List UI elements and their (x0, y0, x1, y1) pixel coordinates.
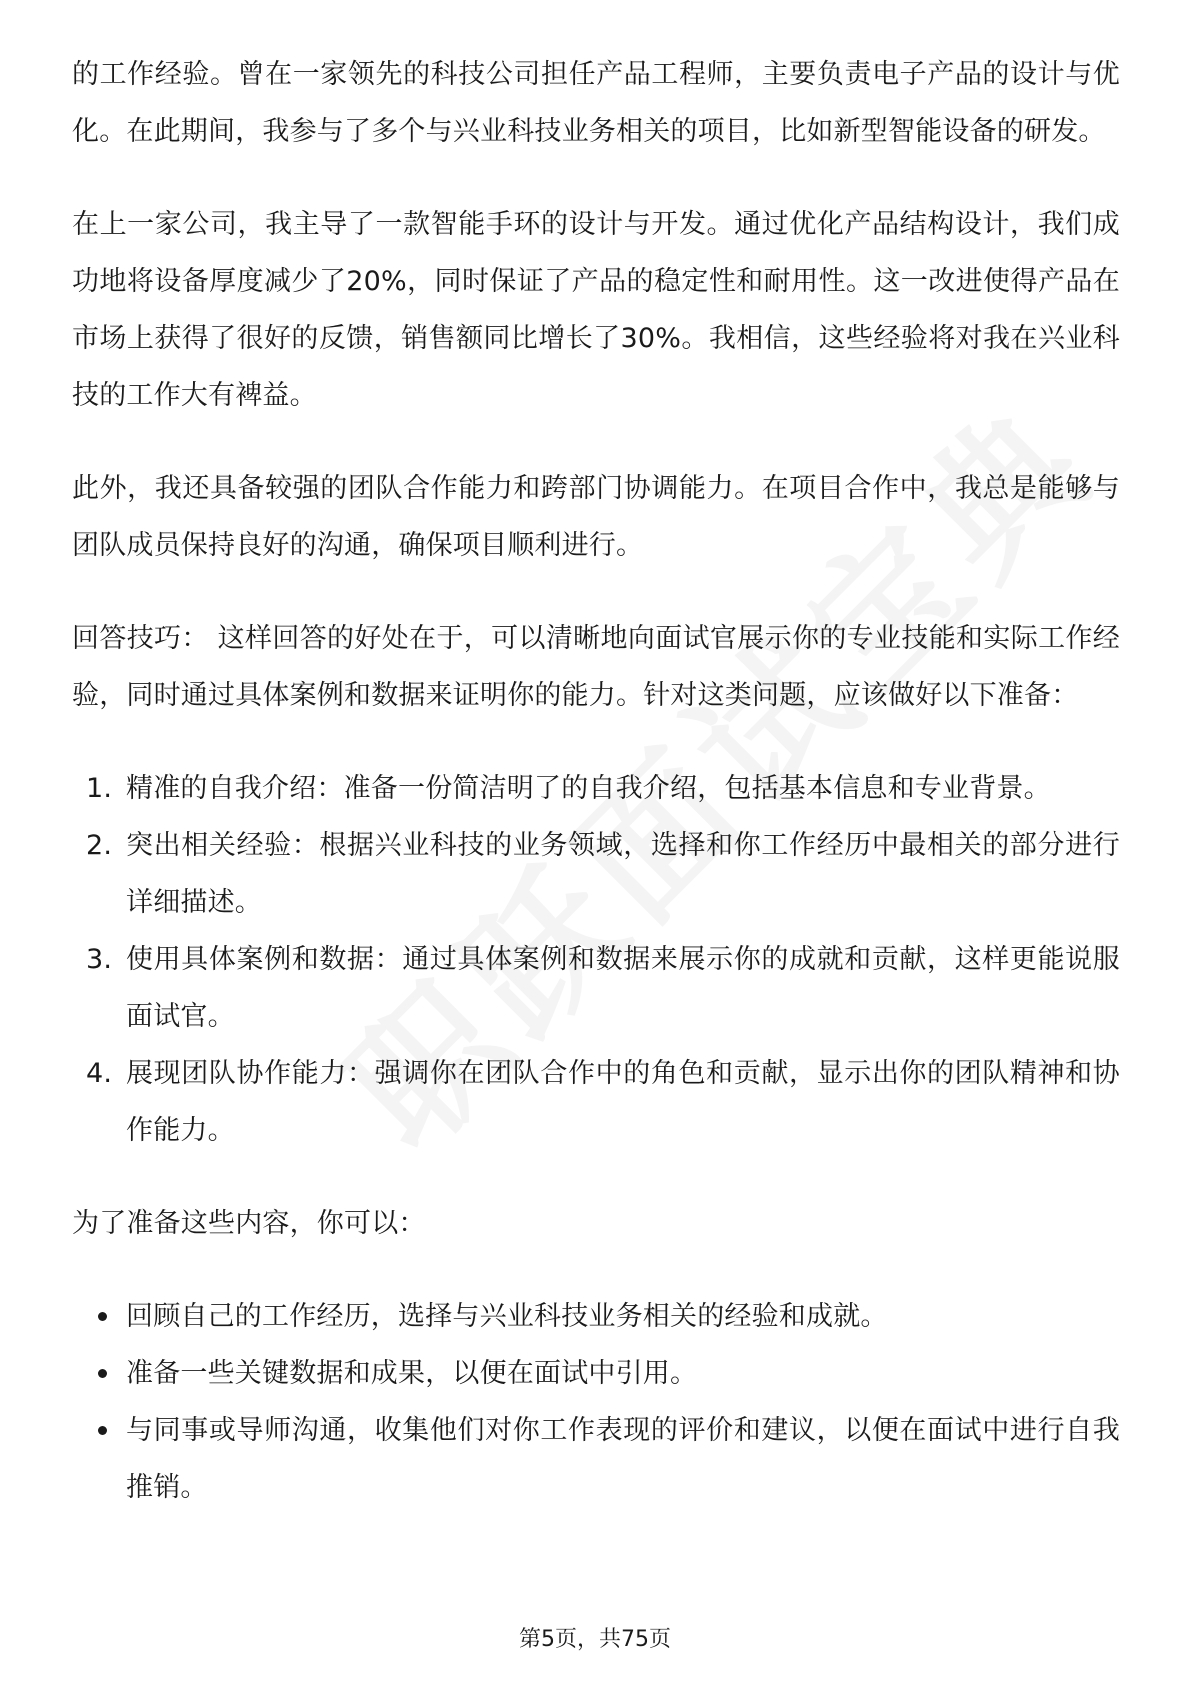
list-item (72, 760, 1120, 817)
bullet-icon (98, 1426, 107, 1435)
list-item-text: 回顾自己的工作经历，选择与兴业科技业务相关的经验和成就。 (126, 1301, 888, 1332)
document-body (72, 46, 1120, 1552)
list-number: 4. (86, 1058, 113, 1089)
list-number: 1. (86, 773, 113, 804)
list-item-text: 与同事或导师沟通，收集他们对你工作表现的评价和建议，以便在面试中进行自我推销。 (126, 1415, 1120, 1503)
list-number: 3. (86, 944, 113, 975)
bullet-icon (98, 1312, 107, 1321)
numbered-list (72, 760, 1120, 1159)
list-item (72, 931, 1120, 1045)
list-item-text: 展现团队协作能力：强调你在团队合作中的角色和贡献，显示出你的团队精神和协作能力。 (126, 1058, 1120, 1146)
list-item (72, 1045, 1120, 1159)
list-item (72, 1402, 1120, 1516)
paragraph-answer-tips: 回答技巧： 这样回答的好处在于，可以清晰地向面试官展示你的专业技能和实际工作经验，同时通过具体案例和数据来证明你的能力。针对这类问题，应该做好以下准备： (72, 623, 1120, 711)
paragraph-preparation: 为了准备这些内容，你可以： (72, 1208, 426, 1239)
page-footer: 第5页，共75页 (519, 1627, 671, 1652)
bullet-list (72, 1288, 1120, 1516)
paragraph-smart-band-project: 在上一家公司，我主导了一款智能手环的设计与开发。通过优化产品结构设计，我们成功地将设备厚度减少了20%，同时保证了产品的稳定性和耐用性。这一改进使得产品在市场上获得了很好的反馈，销售额同比增长了30%。我相信，这些经验将对我在兴业科技的工作大有裨益。 (72, 209, 1120, 411)
list-number: 2. (86, 830, 113, 861)
paragraph-work-experience: 的工作经验。曾在一家领先的科技公司担任产品工程师，主要负责电子产品的设计与优化。在此期间，我参与了多个与兴业科技业务相关的项目，比如新型智能设备的研发。 (72, 59, 1120, 147)
bullet-icon (98, 1369, 107, 1378)
list-item-text: 准备一些关键数据和成果，以便在面试中引用。 (126, 1358, 698, 1389)
list-item (72, 1288, 1120, 1345)
paragraph-teamwork: 此外，我还具备较强的团队合作能力和跨部门协调能力。在项目合作中，我总是能够与团队成员保持良好的沟通，确保项目顺利进行。 (72, 473, 1120, 561)
list-item-text: 使用具体案例和数据：通过具体案例和数据来展示你的成就和贡献，这样更能说服面试官。 (126, 944, 1120, 1032)
list-item (72, 817, 1120, 931)
list-item (72, 1345, 1120, 1402)
list-item-text: 突出相关经验：根据兴业科技的业务领域，选择和你工作经历中最相关的部分进行详细描述。 (126, 830, 1120, 918)
list-item-text: 精准的自我介绍：准备一份简洁明了的自我介绍，包括基本信息和专业背景。 (126, 773, 1051, 804)
